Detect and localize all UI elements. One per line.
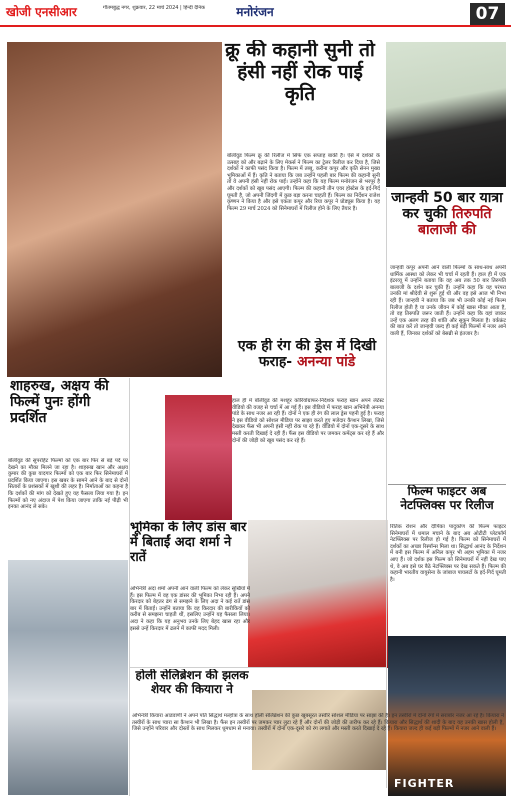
janhvi-headline	[388, 190, 506, 262]
shahrukh-body: बॉलीवुड की सुपरहिट फिल्मों को एक बार फिर से बड़े पर्दे पर देखने का मौका मिलने जा रहा है। शाहरुख खान और अक्षय कुमार की कुछ यादगार फिल्मों को एक बार फिर सिनेमाघरों में प्रदर्शित किया जाएगा। इस खबर के सामने आने के बाद से दोनों सितारों के प्रशंसकों में खुशी की लहर है। निर्माताओं का कहना है कि दर्शकों की मांग को देखते हुए यह फैसला लिया गया है। इन फिल्मों को नए अंदाज में पेश किया जाएगा ताकि नई पीढ़ी भी इनका आनंद ले सके।	[8, 458, 128, 511]
farah-ananya-photo	[165, 395, 232, 520]
kriti-headline: क्रू की कहानी सुनी तो हंसी नहीं रोक पाई कृति	[225, 40, 375, 105]
fighter-headline: फिल्म फाइटर अब नेटफ्लिक्स पर रिलीज	[400, 485, 494, 512]
shahrukh-headline: शाहरुख, अक्षय की फिल्में पुनः होंगी प्रदर्शित	[10, 378, 109, 427]
shahrukh-akshay-photo	[8, 560, 128, 795]
bhumika-headline: भूमिका के लिए डांस बार में बिताईं अदा शर्मा ने रातें	[130, 521, 247, 565]
fighter-poster-title: FIGHTER	[394, 777, 455, 790]
janhvi-headline-line2: तिरुपति बालाजी की	[417, 206, 492, 239]
janhvi-headline-line1: जान्हवी 50 बार यात्रा कर चुकी	[391, 190, 503, 223]
janhvi-body: जान्हवी कपूर अपनी आने वाली फिल्मों के साथ-साथ अपनी धार्मिक आस्था को लेकर भी चर्चा में रहती हैं। हाल ही में एक इंटरव्यू में उन्होंने बताया कि वह अब तक 50 बार तिरुपति बालाजी के दर्शन कर चुकी हैं। उन्होंने कहा कि यह परंपरा उनकी मां श्रीदेवी से शुरू हुई थी और वह इसे आज भी निभा रही हैं। जान्हवी ने बताया कि जब भी उनकी कोई नई फिल्म रिलीज होती है या उनके जीवन में कोई खास मौका आता है, तो वह तिरुपति जरूर जाती हैं। उन्होंने कहा कि वहां जाकर उन्हें एक अलग तरह की शांति और सुकून मिलता है। वर्कफ्रंट की बात करें तो जान्हवी जल्द ही कई बड़ी फिल्मों में नजर आने वाली हैं, जिनका दर्शकों को बेसब्री से इंतजार है।	[390, 265, 506, 337]
dress-body: हाल ही में बॉलीवुड की मशहूर कोरियोग्राफर-निर्देशक फराह खान अपने लेटेस्ट वीडियो की वजह से चर्चा में आ गई हैं। इस वीडियो में फराह खान अभिनेत्री अनन्या पांडे के साथ नजर आ रही हैं। दोनों ने एक ही रंग की लाल ड्रेस पहनी हुई है। फराह ने इस वीडियो को सोशल मीडिया पर साझा करते हुए मजेदार कैप्शन लिखा, जिसे देखकर फैंस भी अपनी हंसी नहीं रोक पा रहे हैं। वीडियो में दोनों एक-दूसरे के साथ मस्ती करती दिखाई दे रही हैं। फैंस इस वीडियो पर जमकर कमेंट्स कर रहे हैं और दोनों की जोड़ी को खूब पसंद कर रहे हैं।	[232, 398, 384, 444]
section-title: मनोरंजन	[236, 5, 274, 19]
dress-headline	[232, 338, 382, 396]
holi-body: अभिनेत्री कियारा आडवाणी ने अपने पति सिद्धार्थ मल्होत्रा के साथ होली सेलिब्रेशन की कुछ खूबसूरत तस्वीरें सोशल मीडिया पर साझा की हैं। इन तस्वीरों में दोनों रंगों में सराबोर नजर आ रहे हैं। कियारा ने तस्वीरों के साथ प्यारा सा कैप्शन भी लिखा है। फैंस इन तस्वीरों पर जमकर प्यार लुटा रहे हैं और दोनों की जोड़ी की तारीफ कर रहे हैं। कियारा और सिद्धार्थ की शादी के बाद यह उनकी खास होली है, जिसे उन्होंने परिवार और दोस्तों के साथ मिलकर धूमधाम से मनाया। तस्वीरों में दोनों एक-दूसरे को रंग लगाते और मस्ती करते दिखाई दे रहे हैं। कियारा जल्द ही कई बड़ी फिल्मों में नजर आने वाली हैं।	[132, 713, 504, 733]
holi-headline: होली सेलिब्रेशन की झलक शेयर की कियारा ने	[135, 669, 249, 696]
adah-sharma-photo	[248, 520, 388, 668]
kriti-photo	[7, 42, 222, 377]
page-number: 07	[470, 3, 505, 25]
masthead-logo: खोजी एनसीआर	[6, 5, 77, 19]
kriti-body: बॉलीवुड फिल्म क्रू की रिलीज में सिर्फ एक सप्ताह बाकी है। ऐसे में दर्शकों के उत्साह को और बढ़ाने के लिए मेकर्स ने फिल्म का ट्रेलर रिलीज कर दिया है, जिसे दर्शकों ने काफी पसंद किया है। फिल्म में तब्बू, करीना कपूर और कृति सेनन मुख्य भूमिकाओं में हैं। कृति ने बताया कि जब उन्होंने पहली बार फिल्म की कहानी सुनी तो वे अपनी हंसी नहीं रोक पाईं। उन्होंने कहा कि यह फिल्म मनोरंजन से भरपूर है और दर्शकों को खूब पसंद आएगी। फिल्म की कहानी तीन एयर होस्टेस के इर्द-गिर्द घूमती है, जो अपनी जिंदगी में कुछ बड़ा करना चाहती हैं। फिल्म का निर्देशन राजेश कृष्णन ने किया है और इसे एकता कपूर और रिया कपूर ने प्रोड्यूस किया है। यह फिल्म 29 मार्च 2024 को सिनेमाघरों में रिलीज होने के लिए तैयार है।	[227, 153, 380, 212]
fighter-body: रितिक रोशन और दीपिका पादुकोण की फिल्म फाइटर सिनेमाघरों में धमाल मचाने के बाद अब ओटीटी प्लेटफॉर्म नेटफ्लिक्स पर रिलीज हो गई है। फिल्म को सिनेमाघरों में दर्शकों का अच्छा रिस्पॉन्स मिला था। सिद्धार्थ आनंद के निर्देशन में बनी इस फिल्म में अनिल कपूर भी अहम भूमिका में नजर आए हैं। जो दर्शक इस फिल्म को सिनेमाघरों में नहीं देख पाए थे, वे अब इसे घर बैठे नेटफ्लिक्स पर देख सकते हैं। फिल्म की कहानी भारतीय वायुसेना के जांबाज पायलटों के इर्द-गिर्द घूमती है।	[390, 524, 506, 583]
masthead-meta: गौतमबुद्ध नगर, शुक्रवार, 22 मार्च 2024 | हिन्दी दैनिक	[103, 5, 205, 11]
janhvi-photo	[386, 42, 506, 187]
column-divider	[386, 188, 387, 788]
header-rule	[0, 25, 511, 27]
bhumika-body: अभिनेत्री अदा शर्मा अपनी आने वाली फिल्म को लेकर सुर्खियों में हैं। इस फिल्म में वह एक डांसर की भूमिका निभा रही हैं। अपने किरदार को बेहतर ढंग से समझने के लिए अदा ने कई रातें डांस बार में बिताईं। उन्होंने बताया कि वह किरदार की बारीकियों को करीब से समझना चाहती थीं, इसलिए उन्होंने यह फैसला लिया। अदा ने कहा कि यह अनुभव उनके लिए बेहद खास रहा और इससे उन्हें किरदार में ढलने में काफी मदद मिली।	[130, 586, 250, 632]
dress-headline-line2: अनन्या पांडे	[296, 354, 356, 371]
dress-headline-line1: एक ही रंग की ड्रेस में दिखी फराह-	[237, 338, 377, 371]
